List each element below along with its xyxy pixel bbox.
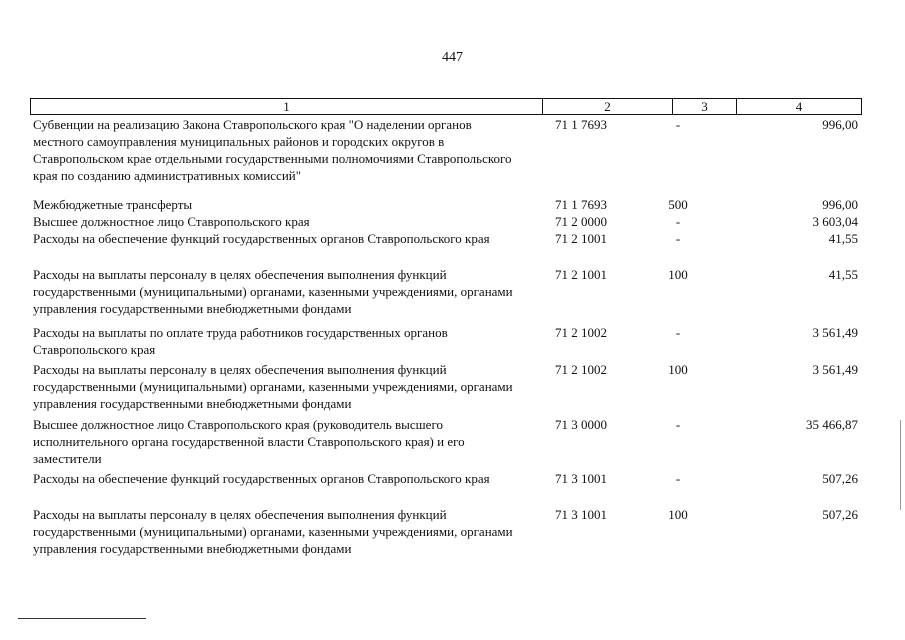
header-col-4: 4 bbox=[795, 99, 803, 114]
row-name: Высшее должностное лицо Ставропольского края bbox=[33, 214, 310, 229]
row-amount: 507,26 bbox=[822, 471, 858, 486]
row-type: - bbox=[675, 325, 681, 340]
row-amount: 507,26 bbox=[822, 507, 858, 522]
header-col-3: 3 bbox=[673, 99, 737, 114]
row-amount: 3 603,04 bbox=[812, 214, 858, 229]
row-name: Расходы на выплаты по оплате труда работников государственных органов Ставропольского края bbox=[33, 325, 448, 357]
row-name: Высшее должностное лицо Ставропольского края (руководитель высшего исполнительного органа государственной власти Ставропольского края) и его заместители bbox=[33, 417, 465, 466]
page-number: 447 bbox=[442, 50, 463, 65]
row-amount: 41,55 bbox=[828, 267, 858, 282]
table-header bbox=[30, 98, 862, 115]
row-code: 71 2 1001 bbox=[555, 267, 607, 282]
row-amount: 3 561,49 bbox=[812, 362, 858, 377]
row-type: - bbox=[675, 214, 681, 229]
row-amount: 35 466,87 bbox=[806, 417, 858, 432]
row-amount: 996,00 bbox=[822, 197, 858, 212]
row-code: 71 3 1001 bbox=[555, 507, 607, 522]
row-amount: 41,55 bbox=[828, 231, 858, 246]
row-code: 71 2 1002 bbox=[555, 362, 607, 377]
row-name: Межбюджетные трансферты bbox=[33, 197, 193, 212]
row-type: 500 bbox=[668, 197, 688, 212]
row-name: Субвенции на реализацию Закона Ставропольского края "О наделении органов местного самоуправления муниципальных районов и городских округов в Ставропольском крае отдельными государственными полномочиями Ставропольского края по созданию административных комиссий" bbox=[33, 117, 512, 183]
row-code: 71 3 1001 bbox=[555, 471, 607, 486]
row-name: Расходы на обеспечение функций государственных органов Ставропольского края bbox=[33, 471, 490, 486]
row-code: 71 3 0000 bbox=[555, 417, 607, 432]
row-type: - bbox=[675, 417, 681, 432]
row-code: 71 2 1002 bbox=[555, 325, 607, 340]
header-col-1: 1 bbox=[31, 99, 543, 114]
row-type: - bbox=[675, 471, 681, 486]
row-name: Расходы на выплаты персоналу в целях обеспечения выполнения функций государственными (муниципальными) органами, казенными учреждениями, органами управления государственными внебюджетными фондами bbox=[33, 507, 513, 556]
row-type: - bbox=[675, 117, 681, 132]
row-name: Расходы на выплаты персоналу в целях обеспечения выполнения функций государственными (муниципальными) органами, казенными учреждениями, органами управления государственными внебюджетными фондами bbox=[33, 267, 513, 316]
row-code: 71 2 0000 bbox=[555, 214, 607, 229]
row-type: - bbox=[675, 231, 681, 246]
header-col-2: 2 bbox=[543, 99, 673, 114]
row-name: Расходы на обеспечение функций государственных органов Ставропольского края bbox=[33, 231, 490, 246]
row-code: 71 2 1001 bbox=[555, 231, 607, 246]
row-name: Расходы на выплаты персоналу в целях обеспечения выполнения функций государственными (муниципальными) органами, казенными учреждениями, органами управления государственными внебюджетными фондами bbox=[33, 362, 513, 411]
footnote-divider bbox=[18, 618, 146, 619]
margin-mark bbox=[900, 420, 901, 510]
row-type: 100 bbox=[668, 507, 688, 522]
row-type: 100 bbox=[668, 362, 688, 377]
row-amount: 3 561,49 bbox=[812, 325, 858, 340]
row-code: 71 1 7693 bbox=[555, 117, 607, 132]
row-type: 100 bbox=[668, 267, 688, 282]
row-amount: 996,00 bbox=[822, 117, 858, 132]
row-code: 71 1 7693 bbox=[555, 197, 607, 212]
